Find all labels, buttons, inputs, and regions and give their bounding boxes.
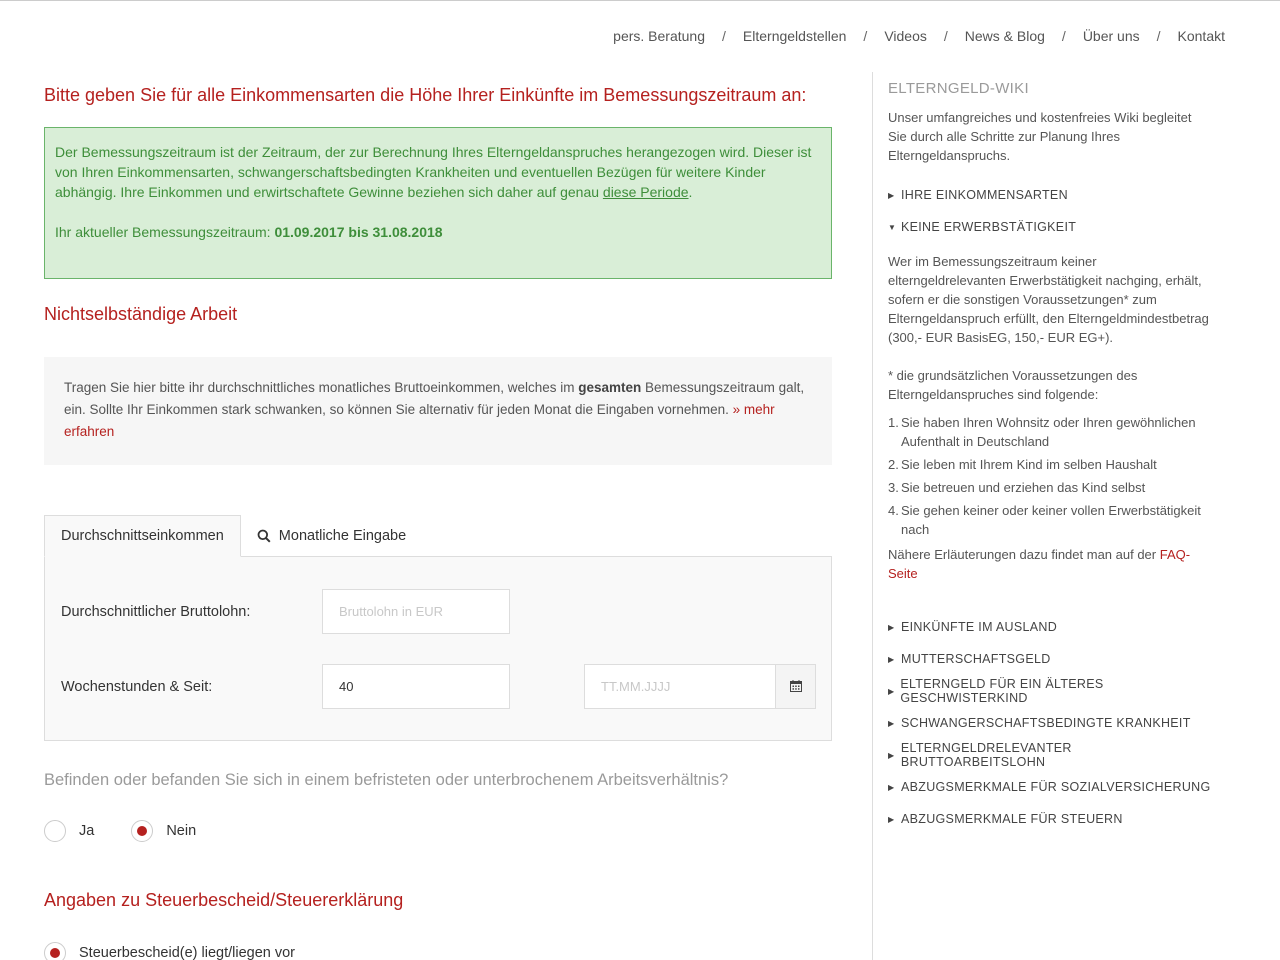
radio-selected-dot <box>50 948 60 958</box>
radio-label: Steuerbescheid(e) liegt/liegen vor <box>79 945 296 960</box>
accordion-label: ELTERNGELD FÜR EIN ÄLTERES GESCHWISTERKIND <box>900 677 1104 705</box>
nav-link-ueber-uns[interactable]: Über uns <box>1082 28 1140 44</box>
nav-separator: / <box>722 28 726 44</box>
hint-text: Tragen Sie hier bitte ihr durchschnittliches monatliches Bruttoeinkommen, welches im <box>64 380 579 395</box>
period-link[interactable]: diese Periode <box>602 184 689 200</box>
radio-circle <box>44 820 66 842</box>
body-paragraph: * die grundsätzlichen Voraussetzungen des Elterngeldanspruches sind folgende: <box>888 368 1138 402</box>
accordion-label: EINKÜNFTE IM AUSLAND <box>901 620 1058 634</box>
search-icon <box>257 529 271 543</box>
gross-wage-label: Durchschnittlicher Bruttolohn: <box>61 603 251 620</box>
requirements-list <box>888 413 1213 539</box>
start-date-input[interactable] <box>584 664 777 709</box>
caret-right-icon: ▶ <box>888 190 895 200</box>
accordion-item-maternity-pay[interactable] <box>888 643 1217 675</box>
radio-selected-dot <box>137 826 147 836</box>
accordion-label: ABZUGSMERKMALE FÜR STEUERN <box>901 812 1123 826</box>
nav-link-elterngeldstellen[interactable]: Elterngeldstellen <box>742 28 847 44</box>
wiki-sidebar <box>872 72 1217 960</box>
top-border <box>0 0 1280 1</box>
accordion-item-no-employment[interactable] <box>888 211 1217 243</box>
tab-label: Durchschnittseinkommen <box>61 528 224 544</box>
nav-link-videos[interactable]: Videos <box>884 28 927 44</box>
sidebar-intro: Unser umfangreiches und kostenfreies Wiki begleitet Sie durch alle Schritte zur Planung Ihres Elterngeldanspruchs. <box>888 110 1192 163</box>
wiki-accordion <box>888 179 1217 835</box>
fixed-term-question: Befinden oder befanden Sie sich in einem befristeten oder unterbrochenem Arbeitsverhältnis? <box>44 771 729 789</box>
calendar-icon <box>790 679 802 695</box>
accordion-item-older-sibling[interactable] <box>888 675 1217 707</box>
tab-average-income[interactable] <box>44 515 241 557</box>
period-value: 01.09.2017 bis 31.08.2018 <box>274 224 443 240</box>
radio-circle <box>44 942 66 960</box>
radio-circle <box>131 820 153 842</box>
accordion-item-pregnancy-illness[interactable] <box>888 707 1217 739</box>
nav-link-beratung[interactable]: pers. Beratung <box>613 28 706 44</box>
accordion-label: KEINE ERWERBSTÄTIGKEIT <box>901 220 1077 234</box>
average-income-panel <box>44 556 832 741</box>
nav-separator: / <box>1156 28 1161 44</box>
section-title-employment: Nichtselbständige Arbeit <box>44 304 238 324</box>
more-info-link[interactable]: » mehr erfahren <box>64 402 775 439</box>
tab-monthly-input[interactable] <box>241 515 422 557</box>
nav-separator: / <box>943 28 948 44</box>
info-text: Der Bemessungszeitraum ist der Zeitraum, der zur Berechnung Ihres Elterngeldanspruches herangezogen wird. Dieser ist von Ihren Einkommensarten, schwangerschaftsbedingten Krankheiten und eventuellen Bezügen für weitere Kinder abhängig. Ihre Einkommen und erwirtschaftete Gewinne beziehen sich daher auf genau <box>55 144 812 200</box>
sidebar-title: ELTERNGELD-WIKI <box>888 80 1029 97</box>
accordion-item-foreign-income[interactable] <box>888 611 1217 643</box>
list-item: 1. Sie haben Ihren Wohnsitz oder Ihren gewöhnlichen Aufenthalt in Deutschland <box>888 415 1196 449</box>
radio-label: Ja <box>79 823 95 839</box>
list-item: 4. Sie gehen keiner oder keiner vollen Erwerbstätigkeit nach <box>888 503 1201 537</box>
nav-link-kontakt[interactable]: Kontakt <box>1177 28 1225 44</box>
caret-right-icon: ▶ <box>888 718 895 728</box>
accordion-label: IHRE EINKOMMENSARTEN <box>901 188 1068 202</box>
faq-link[interactable]: FAQ-Seite <box>888 547 1191 581</box>
caret-right-icon: ▶ <box>888 686 895 696</box>
period-label: Ihr aktueller Bemessungszeitraum: <box>55 224 275 240</box>
radio-label: Nein <box>166 823 197 839</box>
page-heading: Bitte geben Sie für alle Einkommensarten die Höhe Ihrer Einkünfte im Bemessungszeitraum an: <box>44 85 807 105</box>
nav-separator: / <box>1061 28 1066 44</box>
accordion-item-gross-wage[interactable] <box>888 739 1217 771</box>
tab-label: Monatliche Eingabe <box>278 528 407 544</box>
accordion-label: MUTTERSCHAFTSGELD <box>901 652 1051 666</box>
fixed-term-radio-group <box>44 819 832 843</box>
radio-ja[interactable] <box>44 820 94 842</box>
info-text-end: . <box>688 184 693 200</box>
caret-right-icon: ▶ <box>888 750 895 760</box>
income-hint-box <box>44 357 832 465</box>
faq-note: Nähere Erläuterungen dazu findet man auf der FAQ-Seite <box>888 547 1191 581</box>
caret-down-icon: ▼ <box>888 222 897 232</box>
top-navigation <box>613 28 1225 44</box>
accordion-item-income-types[interactable] <box>888 179 1217 211</box>
caret-right-icon: ▶ <box>888 622 895 632</box>
section-title-tax: Angaben zu Steuerbescheid/Steuererklärung <box>44 890 404 910</box>
accordion-label: SCHWANGERSCHAFTSBEDINGTE KRANKHEIT <box>901 716 1191 730</box>
accordion-item-tax[interactable] <box>888 803 1217 835</box>
period-info-box <box>44 127 832 279</box>
hint-text-2: Bemessungszeitraum galt, ein. Sollte Ihr Einkommen stark schwanken, so können Sie alternativ für jeden Monat die Eingaben vornehmen. <box>64 380 805 417</box>
nav-separator: / <box>863 28 868 44</box>
main-content <box>44 82 832 960</box>
accordion-label: ABZUGSMERKMALE FÜR SOZIALVERSICHERUNG <box>901 780 1211 794</box>
list-item: 3. Sie betreuen und erziehen das Kind selbst <box>888 480 1146 495</box>
income-tabs <box>44 515 832 557</box>
hint-bold: gesamten <box>578 380 642 395</box>
body-paragraph: Wer im Bemessungszeitraum keiner elterngeldrelevanten Erwerbstätigkeit nachging, erhält, sofern er die sonstigen Voraussetzungen* zum Elterngeldanspruch erfüllt, den Elterngeldmindestbetrag (300,- EUR BasisEG, 150,- EUR EG+). <box>888 254 1209 345</box>
nav-link-news-blog[interactable]: News & Blog <box>964 28 1045 44</box>
radio-tax-assessment[interactable] <box>44 942 295 960</box>
weekly-hours-input[interactable] <box>322 664 510 709</box>
accordion-body-no-employment <box>888 243 1213 583</box>
gross-wage-input[interactable] <box>322 589 510 634</box>
caret-right-icon: ▶ <box>888 654 895 664</box>
caret-right-icon: ▶ <box>888 814 895 824</box>
weekly-hours-label: Wochenstunden & Seit: <box>61 678 213 695</box>
accordion-item-social-insurance[interactable] <box>888 771 1217 803</box>
date-picker-button[interactable] <box>775 664 816 709</box>
tax-radio-group <box>44 941 832 960</box>
accordion-label: ELTERNGELDRELEVANTER BRUTTOARBEITSLOHN <box>900 741 1072 769</box>
radio-nein[interactable] <box>131 820 196 842</box>
list-item: 2. Sie leben mit Ihrem Kind im selben Haushalt <box>888 457 1157 472</box>
caret-right-icon: ▶ <box>888 782 895 792</box>
